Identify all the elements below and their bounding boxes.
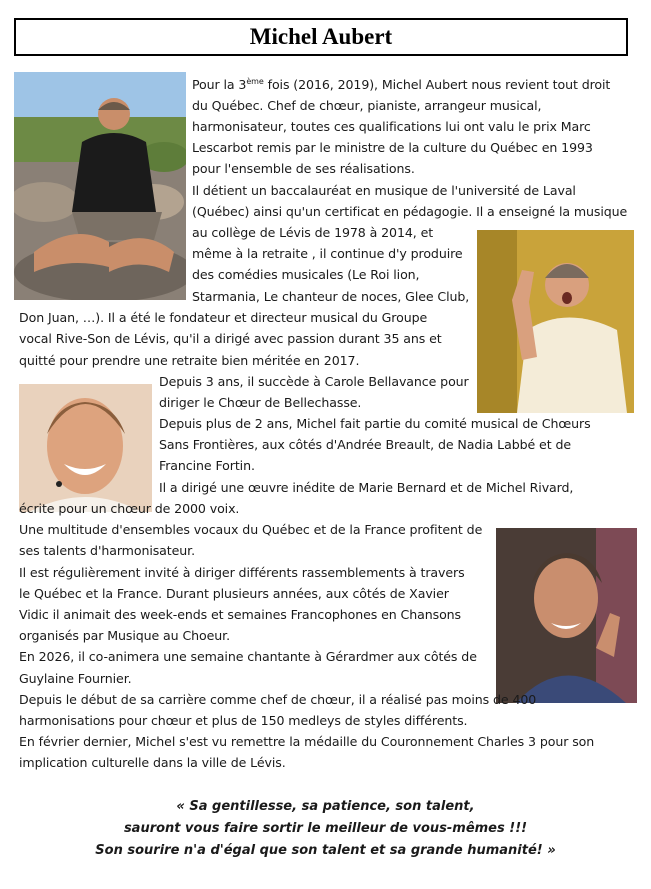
body-line: Lescarbot remis par le ministre de la culture du Québec en 1993 bbox=[192, 140, 593, 155]
body-line: organisés par Musique au Choeur. bbox=[19, 628, 230, 643]
body-line: Vidic il animait des week-ends et semaines Francophones en Chansons bbox=[19, 607, 462, 622]
body-line: implication culturelle dans la ville de Lévis. bbox=[19, 755, 286, 770]
body-line: au collège de Lévis de 1978 à 2014, et bbox=[192, 225, 434, 240]
body-line: Guylaine Fournier. bbox=[19, 671, 132, 686]
body-line: pour l'ensemble de ses réalisations. bbox=[192, 161, 415, 176]
photo-portrait-image bbox=[19, 384, 152, 512]
photo-choir-director-image bbox=[496, 528, 637, 703]
photo-seaside-image bbox=[14, 72, 186, 300]
photo-portrait bbox=[19, 384, 152, 512]
quote-line: sauront vous faire sortir le meilleur de vous-mêmes !!! bbox=[123, 821, 528, 836]
photo-conducting-image bbox=[477, 230, 634, 413]
intro-line bbox=[192, 74, 610, 95]
photo-seaside bbox=[14, 72, 186, 300]
body-line: En février dernier, Michel s'est vu remettre la médaille du Couronnement Charles 3 pour son bbox=[19, 734, 595, 749]
body-line: ses talents d'harmonisateur. bbox=[19, 543, 195, 558]
body-line: Il a dirigé une œuvre inédite de Marie Bernard et de Michel Rivard, bbox=[159, 480, 574, 495]
body-line: le Québec et la France. Durant plusieurs années, aux côtés de Xavier bbox=[19, 586, 449, 601]
body-line: Depuis le début de sa carrière comme chef de chœur, il a réalisé pas moins de 400 bbox=[19, 692, 537, 707]
body-line: (Québec) ainsi qu'un certificat en pédagogie. Il a enseigné la musique bbox=[192, 204, 628, 219]
body-line: harmonisateur, toutes ces qualifications lui ont valu le prix Marc bbox=[192, 119, 591, 134]
body-line: même à la retraite , il continue d'y produire bbox=[192, 246, 463, 261]
body-line: Depuis plus de 2 ans, Michel fait partie du comité musical de Chœurs bbox=[159, 416, 591, 431]
quote-line: « Sa gentillesse, sa patience, son talent, bbox=[176, 799, 475, 814]
body-line: diriger le Chœur de Bellechasse. bbox=[159, 395, 362, 410]
body-line: Francine Fortin. bbox=[159, 458, 255, 473]
body-line: Starmania, Le chanteur de noces, Glee Club, bbox=[192, 289, 470, 304]
title-box bbox=[14, 18, 628, 56]
body-line: vocal Rive-Son de Lévis, qu'il a dirigé avec passion durant 35 ans et bbox=[19, 331, 442, 346]
intro-sup: ème bbox=[246, 76, 264, 86]
body-line: Une multitude d'ensembles vocaux du Québec et de la France profitent de bbox=[19, 522, 483, 537]
photo-choir-director bbox=[496, 528, 637, 703]
body-line: Sans Frontières, aux côtés d'Andrée Breault, de Nadia Labbé et de bbox=[159, 437, 571, 452]
body-line: des comédies musicales (Le Roi lion, bbox=[192, 267, 420, 282]
body-line: écrite pour un chœur de 2000 voix. bbox=[19, 501, 240, 516]
intro-after: fois (2016, 2019), Michel Aubert nous revient tout droit bbox=[263, 77, 611, 92]
body-line: du Québec. Chef de chœur, pianiste, arrangeur musical, bbox=[192, 98, 542, 113]
body-line: Il détient un baccalauréat en musique de l'université de Laval bbox=[192, 183, 576, 198]
body-line: En 2026, il co-animera une semaine chantante à Gérardmer aux côtés de bbox=[19, 649, 477, 664]
quote-line: Son sourire n'a d'égal que son talent et sa grande humanité! » bbox=[95, 843, 556, 858]
page-title: Michel Aubert bbox=[249, 24, 393, 49]
body-line: Il est régulièrement invité à diriger différents rassemblements à travers bbox=[19, 565, 465, 580]
photo-conducting bbox=[477, 230, 634, 413]
body-line: harmonisations pour chœur et plus de 150 medleys de styles différents. bbox=[19, 713, 468, 728]
body-line: Depuis 3 ans, il succède à Carole Bellavance pour bbox=[159, 374, 469, 389]
body-line: quitté pour prendre une retraite bien méritée en 2017. bbox=[19, 353, 360, 368]
body-line: Don Juan, …). Il a été le fondateur et directeur musical du Groupe bbox=[19, 310, 428, 325]
intro-before: Pour la 3 bbox=[192, 77, 247, 92]
